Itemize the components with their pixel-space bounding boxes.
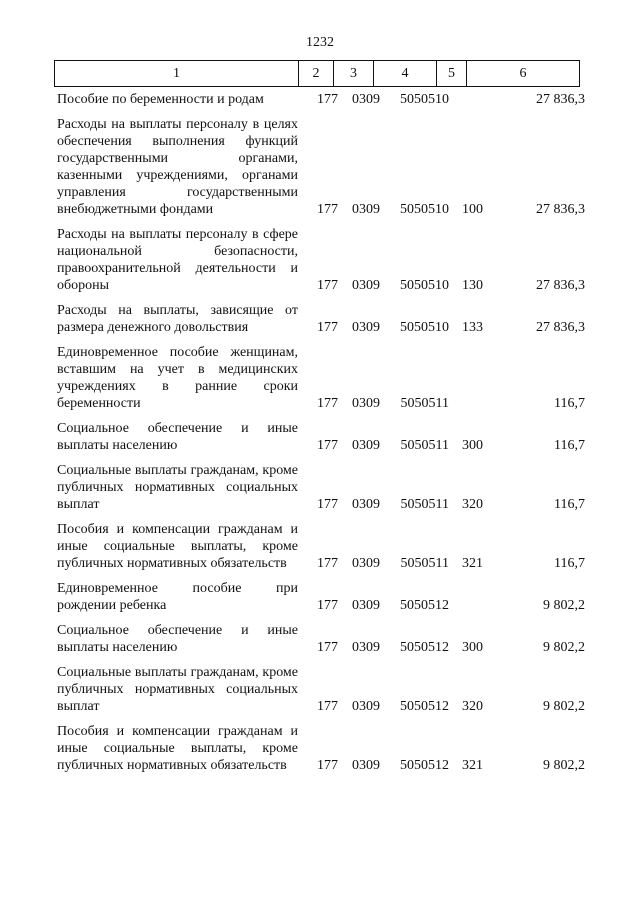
table-row (57, 462, 585, 513)
row-col-6: 116,7 (554, 438, 585, 453)
row-col-6: 116,7 (554, 497, 585, 512)
row-col-6: 9 802,2 (543, 758, 585, 773)
row-col-4: 5050511 (400, 497, 449, 512)
row-name: Социальные выплаты гражданам, кроме публичных нормативных социальных выплат (57, 665, 298, 714)
row-col-4: 5050510 (400, 202, 449, 217)
row-col-4: 5050511 (400, 438, 449, 453)
row-name: Единовременное пособие при рождении ребенка (57, 581, 298, 613)
row-col-6: 9 802,2 (543, 699, 585, 714)
table-row (57, 91, 585, 108)
row-name: Единовременное пособие женщинам, вставшим на учет в медицинских учреждениях в ранние сроки беременности (57, 345, 298, 411)
row-col-2: 177 (317, 92, 338, 107)
row-name: Расходы на выплаты персоналу в сфере национальной безопасности, правоохранительной деятельности и обороны (57, 227, 298, 293)
table-row (57, 521, 585, 572)
row-col-3: 0309 (352, 556, 380, 571)
row-name: Пособия и компенсации гражданам и иные социальные выплаты, кроме публичных нормативных обязательств (57, 522, 298, 571)
row-col-2: 177 (317, 598, 338, 613)
row-name: Социальное обеспечение и иные выплаты населению (57, 623, 298, 655)
row-name: Социальные выплаты гражданам, кроме публичных нормативных социальных выплат (57, 463, 298, 512)
row-col-5: 321 (462, 556, 483, 571)
table-row (57, 116, 585, 218)
row-col-3: 0309 (352, 699, 380, 714)
table-body (57, 91, 585, 782)
row-col-6: 27 836,3 (536, 92, 585, 107)
row-col-6: 9 802,2 (543, 598, 585, 613)
row-col-2: 177 (317, 640, 338, 655)
row-name: Пособия и компенсации гражданам и иные социальные выплаты, кроме публичных нормативных обязательств (57, 724, 298, 773)
row-col-3: 0309 (352, 278, 380, 293)
row-col-3: 0309 (352, 758, 380, 773)
row-col-2: 177 (317, 202, 338, 217)
row-col-5: 100 (462, 202, 483, 217)
row-col-5: 300 (462, 640, 483, 655)
row-name: Расходы на выплаты персоналу в целях обеспечения выполнения функций государственными органами, казенными учреждениями, органами управления государственными внебюджетными фондами (57, 117, 298, 217)
row-col-3: 0309 (352, 92, 380, 107)
table-row (57, 302, 585, 336)
row-col-3: 0309 (352, 438, 380, 453)
table-row (57, 420, 585, 454)
row-col-5: 321 (462, 758, 483, 773)
row-col-4: 5050510 (400, 278, 449, 293)
table-row (57, 664, 585, 715)
row-name: Пособие по беременности и родам (57, 92, 264, 107)
row-col-3: 0309 (352, 202, 380, 217)
row-col-2: 177 (317, 758, 338, 773)
row-col-2: 177 (317, 497, 338, 512)
header-col-3: 3 (334, 61, 374, 87)
table-row (57, 344, 585, 412)
row-col-4: 5050512 (400, 758, 449, 773)
row-col-6: 27 836,3 (536, 320, 585, 335)
row-col-3: 0309 (352, 497, 380, 512)
table-row (57, 226, 585, 294)
row-col-2: 177 (317, 320, 338, 335)
row-col-2: 177 (317, 438, 338, 453)
row-col-6: 9 802,2 (543, 640, 585, 655)
row-col-3: 0309 (352, 396, 380, 411)
table-row (57, 622, 585, 656)
table-row (57, 723, 585, 774)
row-col-4: 5050511 (400, 556, 449, 571)
row-col-5: 320 (462, 497, 483, 512)
row-col-3: 0309 (352, 320, 380, 335)
row-col-2: 177 (317, 396, 338, 411)
row-col-2: 177 (317, 699, 338, 714)
row-col-5: 130 (462, 278, 483, 293)
table-header (54, 60, 580, 87)
row-name: Социальное обеспечение и иные выплаты населению (57, 421, 298, 453)
row-col-2: 177 (317, 556, 338, 571)
row-col-4: 5050512 (400, 640, 449, 655)
header-col-2: 2 (299, 61, 334, 87)
row-col-2: 177 (317, 278, 338, 293)
row-col-5: 300 (462, 438, 483, 453)
header-col-5: 5 (437, 61, 467, 87)
row-col-5: 320 (462, 699, 483, 714)
row-col-5: 133 (462, 320, 483, 335)
header-col-6: 6 (467, 61, 580, 87)
header-col-1: 1 (55, 61, 299, 87)
page-number: 1232 (306, 35, 334, 50)
row-name: Расходы на выплаты, зависящие от размера денежного довольствия (57, 303, 298, 335)
row-col-4: 5050512 (400, 699, 449, 714)
row-col-3: 0309 (352, 640, 380, 655)
header-col-4: 4 (374, 61, 437, 87)
row-col-4: 5050510 (400, 320, 449, 335)
row-col-6: 116,7 (554, 396, 585, 411)
row-col-4: 5050511 (400, 396, 449, 411)
row-col-3: 0309 (352, 598, 380, 613)
row-col-6: 27 836,3 (536, 202, 585, 217)
table-row (57, 580, 585, 614)
row-col-4: 5050512 (400, 598, 449, 613)
row-col-6: 116,7 (554, 556, 585, 571)
row-col-6: 27 836,3 (536, 278, 585, 293)
row-col-4: 5050510 (400, 92, 449, 107)
